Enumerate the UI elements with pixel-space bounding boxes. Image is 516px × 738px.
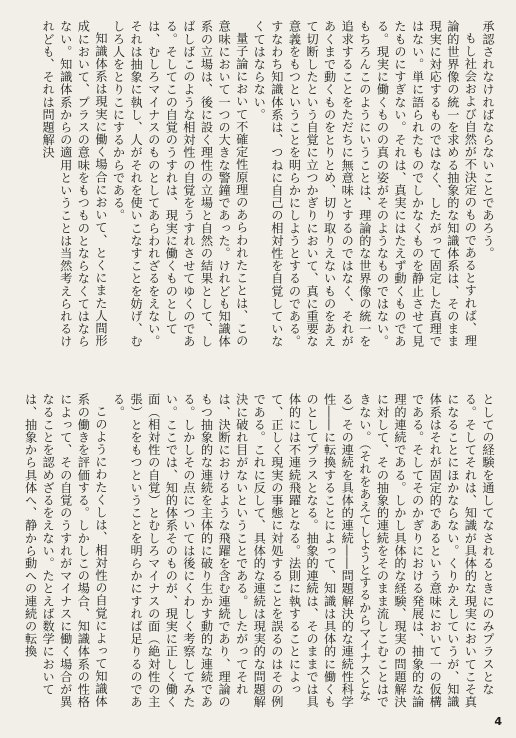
- upper-text-block: [18, 20, 496, 355]
- page-number: 4: [494, 715, 502, 728]
- paragraph: このようにわたくしは、相対性の自覚によって知識体系の働きを評価する。しかしこの場合、知識体系の性格によって、その自覚のうすれがマイナスに働く場合が異なることを認めざるをえない。たとえば数学においては、抽象から具体へ、静から動への連続の転換: [23, 393, 108, 708]
- paragraph: もし社会および自然が不決定のものであるとすれば、理論的世界像の統一を求める抽象的な知識体系は、そのまま現実に対応するものではなく、したがって固定した真理ではない。単に語られたものでしかなくものを静止させて見たものにすぎない。それは、真実にはたえず動くものである。現実に働くものの真の姿がそのようなものではない。もちろんこのようにいうことは、理論的な世界像の統一を追求することをただちに無意味とするのではなく、それがあくまで動くものをとりとめ、切り取りえないものをあえて切断したという自覚に立つかぎりにおいて、真に重要な意義をもつということを明らかにしようとするのである。すなわち知識体系は、つねに自己の相対性を自覚していなくてはならない。: [252, 20, 478, 348]
- paragraph: 知識体系は現実に働く場合において、とくにまた人間形成において、プラスの意味をもつものとならなくてはならない。知識体系からの適用ということは当然考えられるけれども、それは問題解決: [41, 20, 108, 348]
- paragraph: 量子論において不確定性原理のあらわれたことは、この意味において一つの大きな警鐘であった。けれども知識体系の立場は、後に設く理性の立場と自然の結果として、しばしばこのような相対性の自覚をうすれさせてゆくのである。そしてこの自覚のうすれは、現実に働くものとしては、むしろマイナスのものとしてあらわれざるをえない。それは抽象に執し、人がそれを使いこなすことを妨げ、むしろ人をとりこにするからである。: [111, 20, 249, 348]
- paragraph: としての経験を通してなされるときにのみプラスとなる。そしてそれは、知識が具体的な現実においてこそ真になることにほかならない。くりかえしていうが、知識体系はそれが固定的であるという意味において一の仮構である。そしてそのかぎりにおける発展は、抽象的な論理的連続である。しかし具体的な経験、現実の問題解決に対して、その抽象的連続をそのまま流しこむことはできない。（それをあえてしようとするからマイナスとなる）その連続を具体的連続――問題解決的な連続性科学性――に転換することによって、知識は具体的に働くものとしてプラスとなる。抽象的連続は、そのままでは具体的には不連続飛躍となる。法則に執することによって、正しく現実の事態に対処することを誤るのはその例である。これに反して、具体的な連続は現実的な問題解決に破れ目がないということである。したがってそれは、決断におけるような飛躍を含む連続であり、理論のもつ抽象的な連続を主体的に破り生かす動的な連続である。しかしその点については後にくわしく考察してみたい。ここでは、知的体系そのものが、現実に正しく働く面（相対性の自覚）とむしろマイナスの面（絶対性の主張）とをもつということを明らかにすれば足りるのである。: [111, 393, 495, 708]
- paragraph: 承認されなければならないことであろう。: [481, 20, 495, 260]
- lower-text-block: [18, 393, 496, 713]
